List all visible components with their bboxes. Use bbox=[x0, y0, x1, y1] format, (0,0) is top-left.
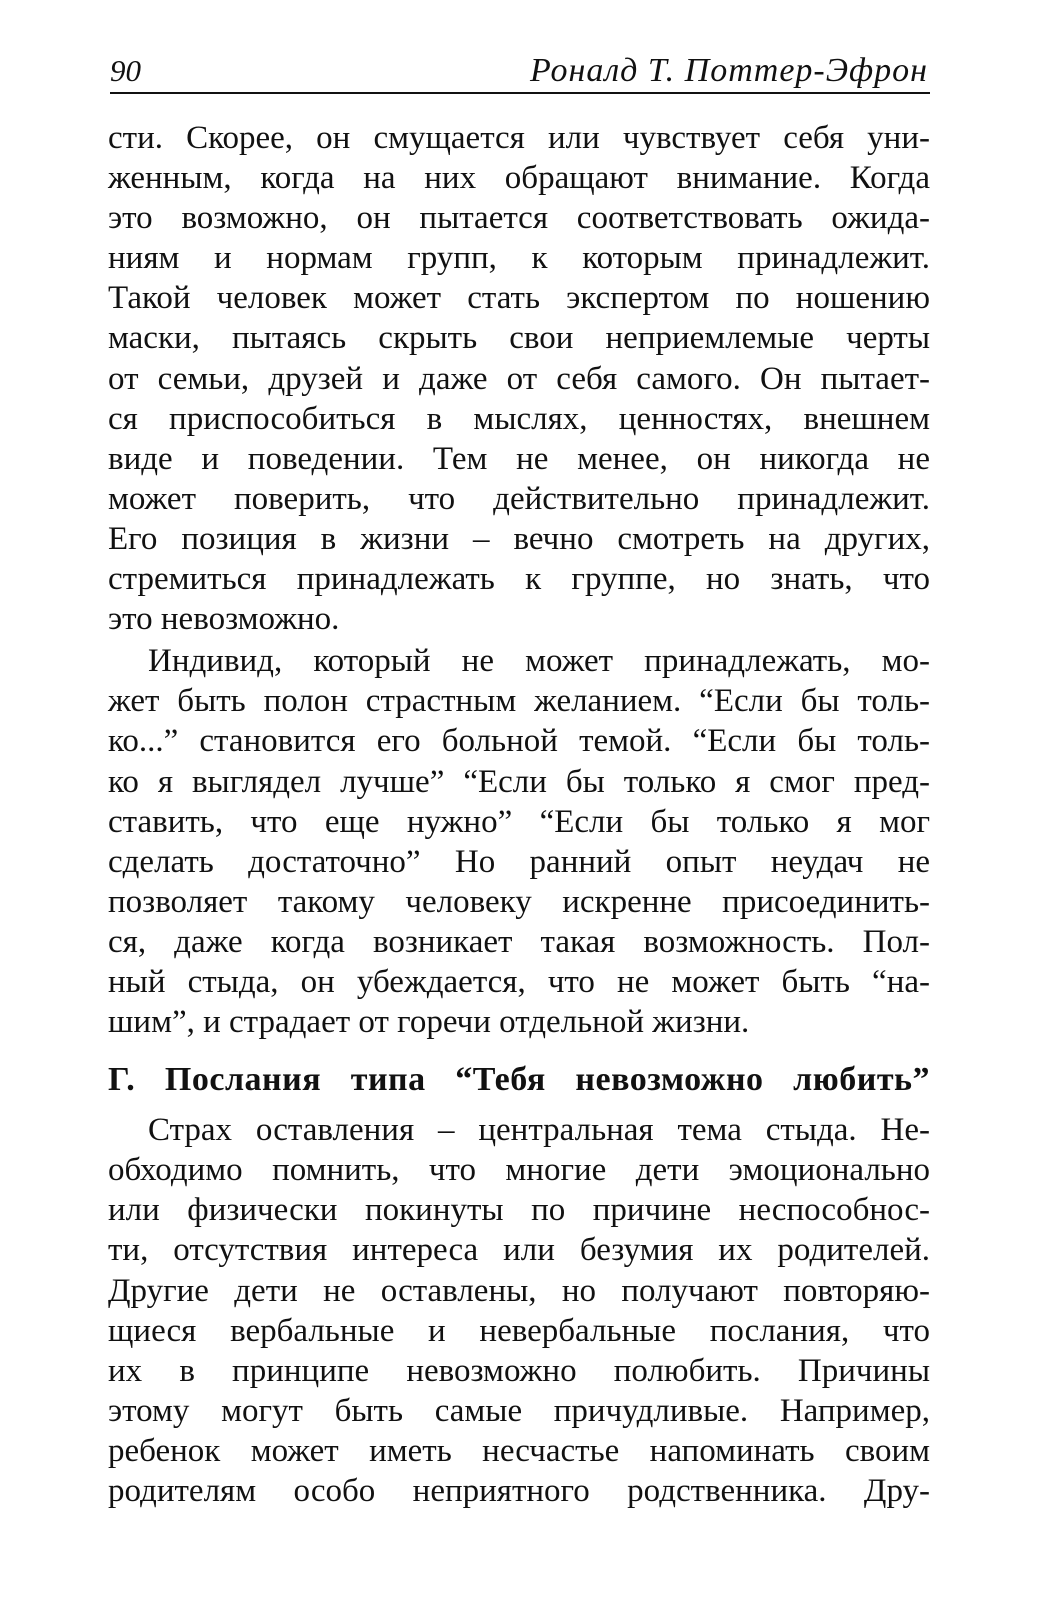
text-line: ти, отсутствия интереса или безумия их родителей. bbox=[108, 1232, 930, 1269]
text-line: ко я выглядел лучше” “Если бы только я смог пред- bbox=[108, 763, 930, 800]
paragraph-3 bbox=[108, 1110, 930, 1511]
text-line: женным, когда на них обращают внимание. Когда bbox=[108, 160, 930, 197]
section-heading: Г. Послания типа “Тебя невозможно любить” bbox=[108, 1061, 930, 1099]
text-line: сти. Скорее, он смущается или чувствует себя уни- bbox=[108, 120, 930, 156]
text-line: от семьи, друзей и даже от себя самого. Он пытает- bbox=[108, 360, 930, 397]
text-line: Другие дети не оставлены, но получают повторяю- bbox=[108, 1272, 930, 1309]
body-text bbox=[108, 118, 930, 1511]
text-line: обходимо помнить, что многие дети эмоционально bbox=[108, 1152, 930, 1189]
running-title: Роналд Т. Поттер-Эфрон bbox=[529, 52, 928, 89]
text-line: маски, пытаясь скрыть свои неприемлемые черты bbox=[108, 320, 930, 357]
paragraph-2 bbox=[108, 641, 930, 1042]
text-line: жет быть полон страстным желанием. “Если бы толь- bbox=[108, 683, 930, 720]
text-line: ся приспособиться в мыслях, ценностях, внешнем bbox=[108, 400, 930, 437]
text-line: Такой человек может стать экспертом по ношению bbox=[108, 280, 930, 317]
text-line: родителям особо неприятного родственника. Дру- bbox=[108, 1473, 930, 1509]
text-line: сделать достаточно” Но ранний опыт неудач не bbox=[108, 843, 930, 880]
text-line: это возможно, он пытается соответствовать ожида- bbox=[108, 200, 930, 237]
text-line: или физически покинуты по причине неспособнос- bbox=[108, 1192, 930, 1229]
text-line: шим”, и страдает от горечи отдельной жизни. bbox=[108, 1004, 750, 1041]
text-line: ный стыда, он убеждается, что не может быть “на- bbox=[108, 963, 930, 1000]
paragraph-1 bbox=[108, 118, 930, 639]
text-line: ребенок может иметь несчастье напоминать своим bbox=[108, 1432, 930, 1469]
text-line: может поверить, что действительно принадлежит. bbox=[108, 480, 930, 517]
text-line: этому могут быть самые причудливые. Например, bbox=[108, 1392, 930, 1429]
text-line: щиеся вербальные и невербальные послания, что bbox=[108, 1312, 930, 1349]
text-line: стремиться принадлежать к группе, но знать, что bbox=[108, 561, 930, 598]
text-line: их в принципе невозможно полюбить. Причины bbox=[108, 1352, 930, 1389]
text-line: позволяет такому человеку искренне присоединить- bbox=[108, 883, 930, 920]
text-line: ставить, что еще нужно” “Если бы только я мог bbox=[108, 803, 930, 840]
text-line: Его позиция в жизни – вечно смотреть на других, bbox=[108, 520, 930, 557]
text-line: ко...” становится его больной темой. “Если бы толь- bbox=[108, 723, 930, 760]
page-number: 90 bbox=[110, 53, 141, 88]
text-line: Страх оставления – центральная тема стыда. Не- bbox=[148, 1112, 930, 1149]
text-line: Индивид, который не может принадлежать, мо- bbox=[148, 643, 930, 680]
text-line: ся, даже когда возникает такая возможность. Пол- bbox=[108, 923, 930, 960]
text-line: ниям и нормам групп, к которым принадлежит. bbox=[108, 240, 930, 277]
text-line: это невозможно. bbox=[108, 601, 340, 638]
text-line: виде и поведении. Тем не менее, он никогда не bbox=[108, 440, 930, 477]
running-header bbox=[110, 52, 930, 94]
